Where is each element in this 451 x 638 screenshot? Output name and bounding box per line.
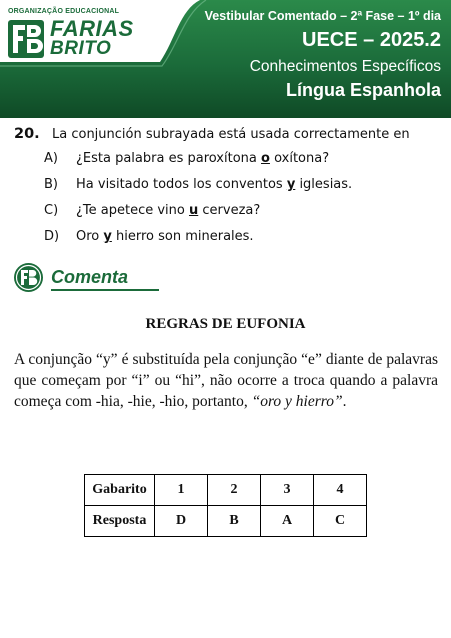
commentary-title: REGRAS DE EUFONIA bbox=[145, 316, 306, 332]
commentary-paragraph bbox=[14, 349, 438, 412]
farias-brito-logo bbox=[8, 8, 156, 60]
option-text-before: Oro bbox=[76, 229, 104, 244]
option-text-before: ¿Te apetece vino bbox=[76, 203, 189, 218]
answer-cell: B bbox=[208, 506, 261, 537]
option-c bbox=[44, 203, 260, 218]
comenta-underline bbox=[51, 289, 159, 291]
option-text-after: iglesias. bbox=[295, 177, 353, 192]
underlined-conjunction: y bbox=[103, 229, 112, 244]
table-row bbox=[85, 506, 367, 537]
option-text bbox=[76, 177, 352, 192]
option-a bbox=[44, 151, 329, 166]
option-text-before: ¿Esta palabra es paroxítona bbox=[76, 151, 262, 166]
option-letter: C) bbox=[44, 203, 59, 218]
logo-org-label: ORGANIZAÇÃO EDUCACIONAL bbox=[8, 8, 120, 15]
option-text bbox=[76, 203, 260, 218]
comenta-heading bbox=[13, 262, 163, 294]
option-letter: B) bbox=[44, 177, 58, 192]
option-d bbox=[44, 229, 254, 244]
header-subject: Língua Espanhola bbox=[285, 80, 441, 100]
underlined-conjunction: u bbox=[188, 203, 199, 218]
commentary-text-end: . bbox=[342, 393, 347, 410]
answer-cell: D bbox=[155, 506, 208, 537]
commentary-example: “oro y hierro” bbox=[251, 393, 343, 410]
comenta-label: Comenta bbox=[51, 267, 129, 287]
underlined-conjunction: y bbox=[286, 177, 296, 192]
gabarito-label: Gabarito bbox=[85, 475, 155, 506]
answer-cell: C bbox=[314, 506, 367, 537]
question-number-cell: 2 bbox=[208, 475, 261, 506]
question-number-cell: 3 bbox=[261, 475, 314, 506]
option-text-after: cerveza? bbox=[198, 203, 261, 218]
resposta-label: Resposta bbox=[85, 506, 155, 537]
header-subject-area: Conhecimentos Específicos bbox=[249, 58, 441, 75]
question-number: 20. bbox=[14, 126, 40, 142]
option-text bbox=[76, 229, 254, 244]
option-letter: A) bbox=[44, 151, 58, 166]
option-text-after: oxítona? bbox=[269, 151, 330, 166]
header-exam-line: Vestibular Comentado – 2ª Fase – 1º dia bbox=[204, 9, 441, 23]
logo-word-farias: FARIAS bbox=[50, 16, 134, 41]
question-stem: La conjunción subrayada está usada correctamente en bbox=[52, 127, 410, 142]
logo-word-brito: BRITO bbox=[50, 38, 112, 59]
question-number-cell: 4 bbox=[314, 475, 367, 506]
option-text-after: hierro son minerales. bbox=[111, 229, 254, 244]
fb-circle-logo-icon bbox=[13, 262, 44, 293]
option-text bbox=[76, 151, 329, 166]
fb-logo-mark-icon bbox=[8, 20, 44, 58]
option-b bbox=[44, 177, 352, 192]
option-letter: D) bbox=[44, 229, 60, 244]
answer-cell: A bbox=[261, 506, 314, 537]
question-number-cell: 1 bbox=[155, 475, 208, 506]
page-header bbox=[0, 0, 451, 118]
answer-key-table bbox=[84, 474, 367, 537]
header-exam-title: UECE – 2025.2 bbox=[302, 29, 441, 51]
commentary-text: A conjunção “y” é substituída pela conjunção “e” diante de palavras que começam por “i” ou “hi”, não ocorre a troca quando a palavra começa com -hia, -hie, -hio, portanto, bbox=[14, 351, 438, 410]
underlined-conjunction: o bbox=[261, 151, 270, 166]
option-text-before: Ha visitado todos los conventos bbox=[76, 177, 287, 192]
table-row bbox=[85, 475, 367, 506]
